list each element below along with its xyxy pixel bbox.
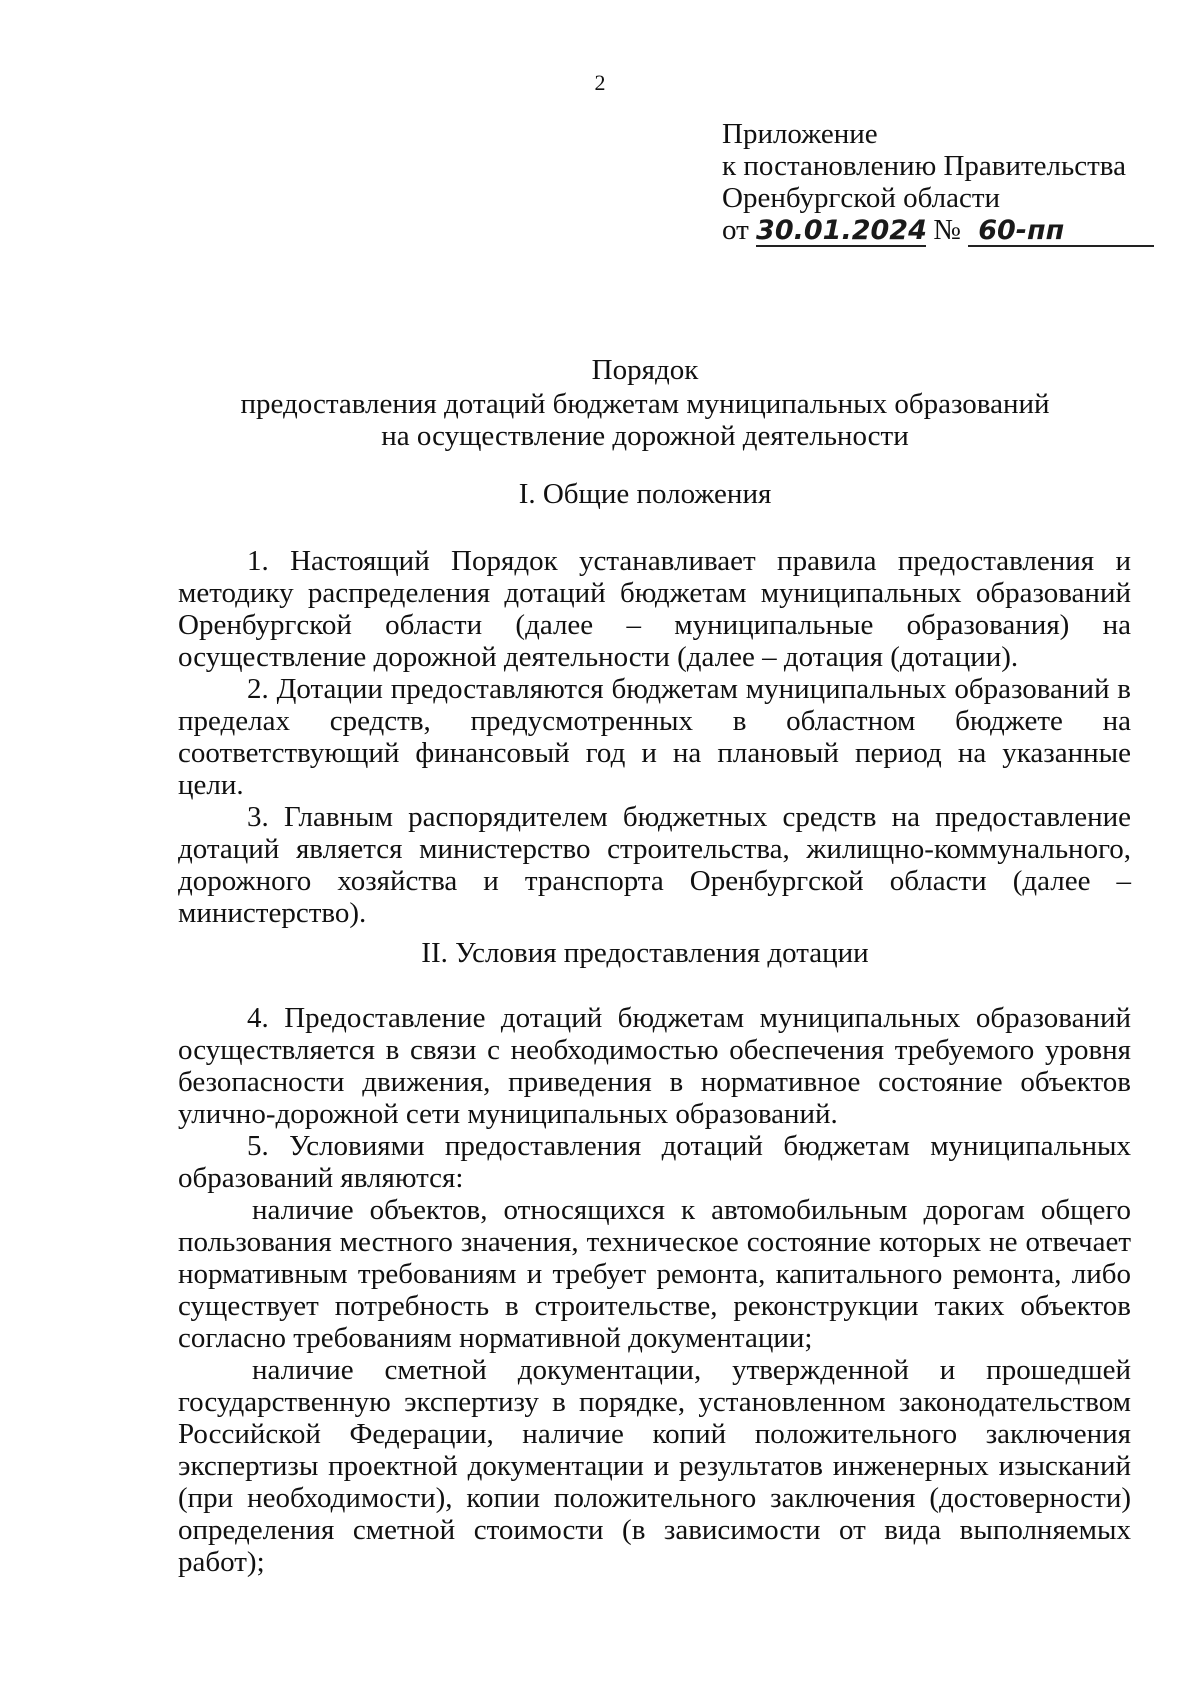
appendix-line-resolution: к постановлению Правительства <box>722 150 1126 182</box>
section-1-body <box>178 545 1131 929</box>
paragraph-5: 5. Условиями предоставления дотаций бюджетам муниципальных образований являются: <box>178 1130 1131 1194</box>
paragraph-2: 2. Дотации предоставляются бюджетам муниципальных образований в пределах средств, предусмотренных в областном бюджете на соответствующий финансовый год и на плановый период на указанные цели. <box>178 673 1131 801</box>
handwritten-date: 30.01.2024 <box>756 215 927 246</box>
number-sign: № <box>933 214 961 246</box>
date-prefix: от <box>722 214 749 246</box>
handwritten-number: 60-пп <box>968 217 1154 247</box>
appendix-title: Приложение <box>722 118 878 150</box>
paragraph-4: 4. Предоставление дотаций бюджетам муниципальных образований осуществляется в связи с необходимостью обеспечения требуемого уровня безопасности движения, приведения в нормативное состояние объектов улично-дорожной сети муниципальных образований. <box>178 1002 1131 1130</box>
appendix-line-region: Оренбургской области <box>722 182 1001 214</box>
appendix-header <box>722 118 1154 247</box>
title-line-2: предоставления дотаций бюджетам муниципальных образований <box>240 388 1050 420</box>
condition-item-1: наличие объектов, относящихся к автомобильным дорогам общего пользования местного значения, техническое состояние которых не отвечает нормативным требованиям и требует ремонта, капитального ремонта, либо существует потребность в строительстве, реконструкции таких объектов согласно требованиям нормативной документации; <box>178 1194 1131 1354</box>
paragraph-1: 1. Настоящий Порядок устанавливает правила предоставления и методику распределения дотаций бюджетам муниципальных образований Оренбургской области (далее – муниципальные образования) на осуществление дорожной деятельности (далее – дотация (дотации). <box>178 545 1131 673</box>
section-2-body <box>178 1002 1131 1578</box>
section-1-heading: I. Общие положения <box>518 478 772 510</box>
page-number: 2 <box>594 70 606 95</box>
title-line-3: на осуществление дорожной деятельности <box>381 420 909 452</box>
paragraph-3: 3. Главным распорядителем бюджетных средств на предоставление дотаций является министерство строительства, жилищно-коммунального, дорожного хозяйства и транспорта Оренбургской области (далее – министерство). <box>178 801 1131 929</box>
section-2-heading: II. Условия предоставления дотации <box>421 937 869 969</box>
appendix-date-line <box>722 214 1154 247</box>
document-title <box>0 354 1200 452</box>
condition-item-2: наличие сметной документации, утвержденной и прошедшей государственную экспертизу в порядке, установленном законодательством Российской Федерации, наличие копий положительного заключения экспертизы проектной документации и результатов инженерных изысканий (при необходимости), копии положительного заключения (достоверности) определения сметной стоимости (в зависимости от вида выполняемых работ); <box>178 1354 1131 1578</box>
title-line-1: Порядок <box>591 354 699 386</box>
